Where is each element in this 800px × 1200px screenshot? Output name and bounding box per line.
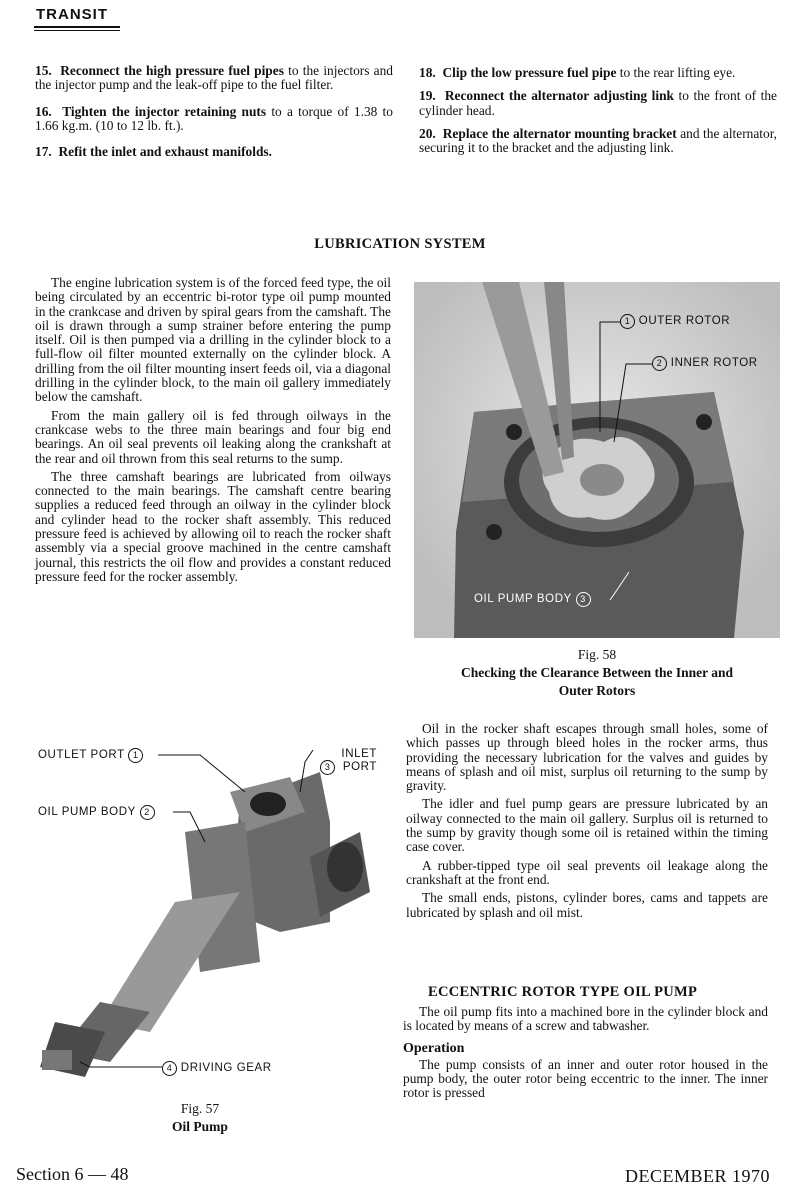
header-rule [34,30,120,31]
callout-label: OUTLET PORT [38,749,125,761]
step-heading: Reconnect the high pressure fuel pipes [60,63,284,78]
paragraph: The small ends, pistons, cylinder bores, cams and tappets are lubricated by splash and oil mist. [406,890,768,920]
callout-leader-lines [30,732,386,1092]
step-heading: Tighten the injector retaining nuts [62,103,267,119]
callout-number: 2 [140,805,155,820]
subheading-operation: Operation [403,1040,465,1056]
lubrication-body-right [406,722,768,924]
figure-57-caption [80,1100,320,1136]
callout-label: DRIVING GEAR [180,1062,272,1074]
figure-58-caption [414,646,780,700]
paragraph: The idler and fuel pump gears are pressure lubricated by an oilway connected to the main oil gallery. Surplus oil is returned to the sump by gravity though some oil is retained within the timing case cover. [406,796,768,855]
paragraph: The three camshaft bearings are lubricated from oilways connected to the main bearings. The camshaft centre bearing supplies a reduced feed through an oilway in the cylinder block and cylinder head to the rocker shaft assembly. This reduced pressure feed is achieved by allowing oil to reach the rocker shaft assembly via a special groove machined in the centre camshaft journal, this restricts the oil flow and provides a constant reduced pressure feed for the rocker assembly. [35,468,391,584]
paragraph: The engine lubrication system is of the forced feed type, the oil being circulated by an eccentric bi-rotor type oil pump mounted in the crankcase and driven by spiral gears from the camshaft. The oil is drawn through a sump strainer before entering the pump itself. Oil is then pumped via a drilling in the cylinder block to a full-flow oil filter mounted externally on the cylinder block. A drilling from the oil filter mounting insert feeds oil, via a diagonal drilling in the cylinder block, to the main oil gallery immediately below the camshaft. [35,275,391,405]
callout-label: INLET PORT [341,748,377,773]
step-17 [35,145,393,159]
figure-number: Fig. 57 [180,1101,220,1116]
step-heading: Clip the low pressure fuel pipe [442,65,617,80]
paragraph: The pump consists of an inner and outer rotor housed in the pump body, the outer rotor being eccentric to the inner. The inner rotor is pressed [403,1056,768,1101]
callout-number: 3 [320,760,335,775]
step-text: to the injectors and the injector pump and the leak-off pipe to the fuel filter. [35,63,394,93]
callout-label: INNER ROTOR [670,357,758,369]
paragraph: Oil in the rocker shaft escapes through small holes, some of which passes up through bleed holes in the rocker arms, thus providing the necessary lubrication for the valves and guides by means of splash and oil mist, surplus oil returning to the sump by gravity. [406,721,768,794]
step-20 [419,127,777,156]
callout-number: 4 [162,1061,177,1076]
section-title-eccentric: ECCENTRIC ROTOR TYPE OIL PUMP [428,984,698,1000]
step-number: 16. [35,103,52,119]
step-18 [419,66,777,80]
paragraph: A rubber-tipped type oil seal prevents oil leakage along the crankshaft at the front end. [406,857,768,887]
callout-leader-lines [414,282,780,638]
callout-number: 1 [620,314,635,329]
footer-date: DECEMBER 1970 [624,1166,770,1186]
callout-label: OUTER ROTOR [638,315,731,327]
step-16 [35,105,393,134]
figure-caption-text: Checking the Clearance Between the Inner and Outer Rotors [461,665,733,698]
callout-label: OIL PUMP BODY [38,806,136,818]
step-number: 20. [419,125,436,141]
step-heading: Reconnect the alternator adjusting link [444,88,674,104]
step-number: 19. [419,88,436,104]
step-number: 15. [35,63,52,78]
step-text: and the alternator, securing it to the bracket and the adjusting link. [419,125,777,156]
step-heading: Refit the inlet and exhaust manifolds. [58,144,272,160]
header-rule [34,26,120,28]
callout-number: 1 [128,748,143,763]
step-number: 17. [35,144,52,160]
step-text: to the front of the cylinder head. [419,88,777,118]
figure-number: Fig. 58 [577,647,617,662]
callout-number: 2 [652,356,667,371]
header-title: TRANSIT [36,6,108,23]
step-text: to a torque of 1.38 to 1.66 kg.m. (10 to 12 lb. ft.). [35,103,393,133]
paragraph: The oil pump fits into a machined bore in the cylinder block and is located by means of a screw and tabwasher. [403,1004,768,1034]
step-number: 18. [419,65,436,80]
callout-label: OIL PUMP BODY [474,593,572,605]
steps-left [35,64,393,168]
step-text: to the rear lifting eye. [616,65,736,80]
step-15 [35,64,393,93]
step-19 [419,89,777,118]
figure-caption-text: Oil Pump [172,1119,228,1134]
paragraph: From the main gallery oil is fed through oilways in the crankcase webs to the three main bearings and four big end bearings. An oil seal prevents oil leaking along the crankshaft at the rear and oil thrown from this seal returns to the sump. [35,407,391,466]
footer-section: Section 6 — 48 [16,1164,129,1184]
lubrication-body-left [35,276,391,588]
section-title-lubrication: LUBRICATION SYSTEM [314,236,486,252]
steps-right [419,66,777,164]
eccentric-body [403,1005,768,1105]
step-heading: Replace the alternator mounting bracket [442,125,677,141]
callout-number: 3 [576,592,591,607]
